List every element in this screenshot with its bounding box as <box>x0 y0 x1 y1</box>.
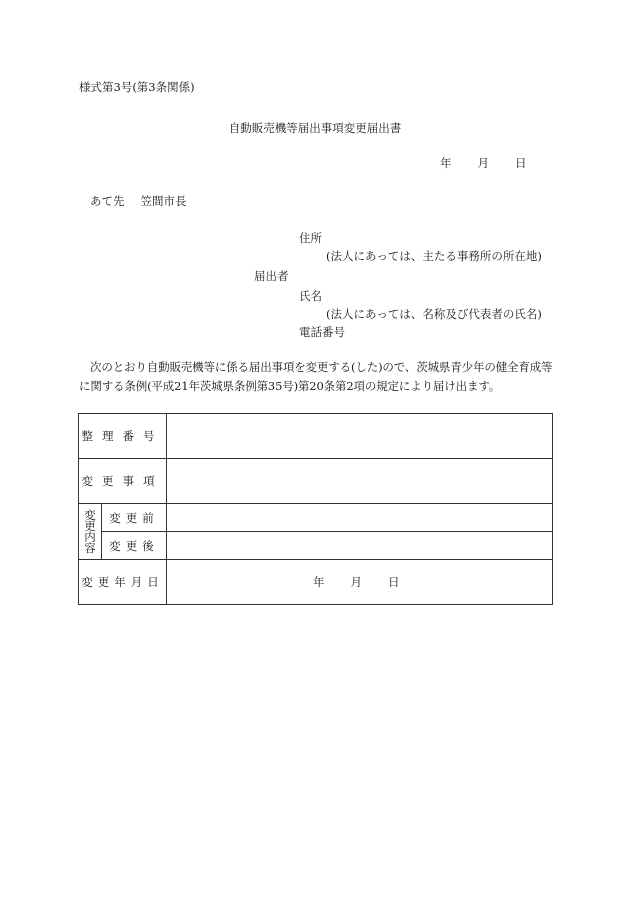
name-label: 氏名 <box>299 289 322 303</box>
date-day-label: 日 <box>515 156 527 170</box>
before-change-field[interactable] <box>167 504 553 532</box>
date-month-label: 月 <box>477 156 489 170</box>
submission-date <box>440 155 527 171</box>
change-item-field[interactable] <box>167 459 553 504</box>
addressee-name: 笠間市長 <box>140 194 187 208</box>
change-date-year: 年 <box>313 575 325 589</box>
phone-label: 電話番号 <box>299 325 345 339</box>
name-note: (法人にあっては、名称及び代表者の氏名) <box>326 307 542 321</box>
after-change-label: 変更後 <box>102 532 167 560</box>
document-title: 自動販売機等届出事項変更届出書 <box>228 121 402 135</box>
before-change-label: 変更前 <box>102 504 167 532</box>
table-row <box>79 459 553 504</box>
address-label: 住所 <box>299 231 322 245</box>
table-row <box>79 532 553 560</box>
table-row <box>79 414 553 459</box>
table-row <box>79 560 553 605</box>
change-content-label: 変 更 内 容 <box>79 504 102 560</box>
change-date-field[interactable] <box>167 560 553 605</box>
ref-number-label: 整理番号 <box>79 414 167 459</box>
ref-number-field[interactable] <box>167 414 553 459</box>
address-note: (法人にあっては、主たる事務所の所在地) <box>326 249 542 263</box>
table-row <box>79 504 553 532</box>
change-item-label: 変更事項 <box>79 459 167 504</box>
change-date-day: 日 <box>388 575 400 589</box>
addressee-label: あて先 <box>90 194 125 208</box>
change-date-month: 月 <box>350 575 362 589</box>
body-paragraph: 次のとおり自動販売機等に係る届出事項を変更する(した)ので、茨城県青少年の健全育成等に関する条例(平成21年茨城県条例第35号)第20条第2項の規定により届け出ます。 <box>79 360 553 393</box>
change-form-table <box>78 413 553 605</box>
form-number: 様式第3号(第3条関係) <box>79 80 195 94</box>
applicant-label: 届出者 <box>254 269 289 283</box>
addressee <box>90 193 187 209</box>
date-year-label: 年 <box>440 156 452 170</box>
after-change-field[interactable] <box>167 532 553 560</box>
change-date-label: 変更年月日 <box>79 560 167 605</box>
